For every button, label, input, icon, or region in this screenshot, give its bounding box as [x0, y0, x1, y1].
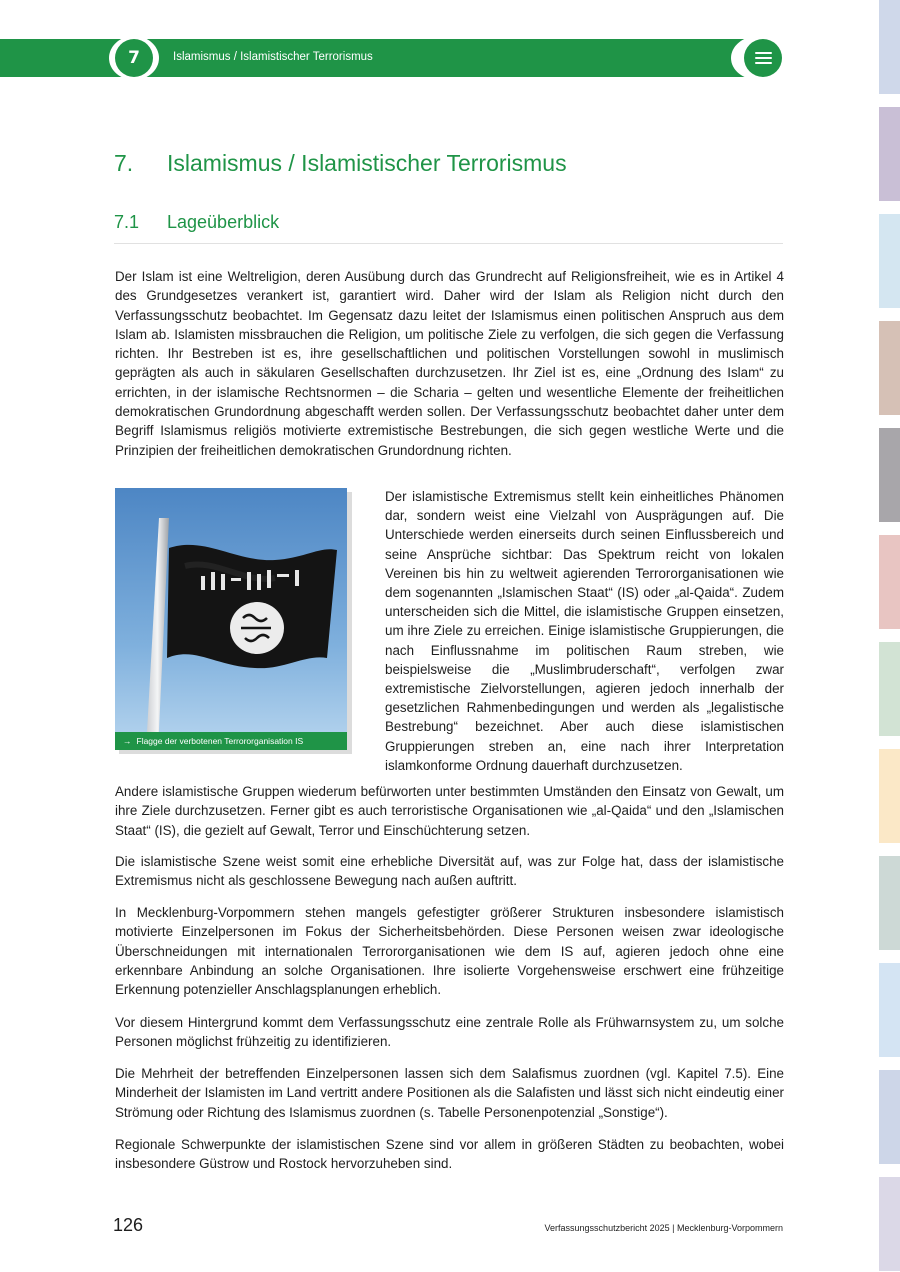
hamburger-icon-line-middle [755, 57, 772, 59]
chapter-tab-8[interactable] [879, 749, 900, 843]
chapter-tab-4[interactable] [879, 321, 900, 415]
paragraph-diversity: Die islamistische Szene weist somit eine erhebliche Diversität auf, was zur Folge hat, dass der islamistische Extremismus nicht als geschlossene Bewegung nach außen auftritt. [115, 854, 784, 889]
paragraph-salafism: Die Mehrheit der betreffenden Einzelpersonen lassen sich dem Salafismus zuordnen (vgl. Kapitel 7.5). Eine Minderheit der Islamisten im Land vertritt andere Positionen als die Salafisten und lässt sich nicht eindeutig einer Strömung oder Richtung des Islamismus zuordnen (s. Tabelle Personenpotenzial „Sonstige“). [115, 1066, 784, 1120]
subsection-number: 7.1 [114, 212, 140, 232]
section-number: 7. [114, 150, 134, 176]
is-flag-photo [115, 488, 347, 750]
subsection-divider [114, 243, 783, 244]
chapter-number-badge [109, 36, 159, 80]
chapter-tab-5[interactable] [879, 428, 900, 522]
chapter-tab-6[interactable] [879, 535, 900, 629]
paragraph-intro: Der Islam ist eine Weltreligion, deren Ausübung durch das Grundrecht auf Religionsfreiheit, wie es in Artikel 4 des Grundgesetzes verankert ist, garantiert wird. Daher wird der Islam als Religion nicht durch den Verfassungsschutz beobachtet. Im Gegensatz dazu leitet der Islamismus einen politischen Anspruch aus dem Islam ab. Islamisten missbrauchen die Religion, um politische Ziele zu verfolgen, die sich gegen die Verfassung richten. Ihr Bestreben ist es, ihre gesellschaftlichen und politischen Vorstellungen sowohl in muslimisch geprägten als auch in säkularen Gesellschaften durchzusetzen. Ihr Ziel ist es, eine „Ordnung des Islam“ zu errichten, in der islamische Rechtsnormen – die Scharia – gelten und wesentliche Elemente der freiheitlichen demokratischen Grundordnung abgeschafft werden sollen. Der Verfassungsschutz beobachtet daher unter dem Begriff Islamismus religiös motivierte extremistische Bestrebungen, die sich gegen westliche Werte und die Prinzipien der freiheitlichen demokratischen Grundordnung richten. [115, 269, 784, 458]
menu-button[interactable] [744, 39, 782, 77]
chapter-tab-1[interactable] [879, 0, 900, 94]
footer-publication: Verfassungsschutzbericht 2025 | Mecklenburg-Vorpommern [544, 1223, 783, 1233]
chapter-tab-3[interactable] [879, 214, 900, 308]
chapter-tab-2[interactable] [879, 107, 900, 201]
chapter-tab-10[interactable] [879, 963, 900, 1057]
figure-caption-text: Flagge der verbotenen Terrororganisation IS [136, 736, 304, 746]
chapter-tab-12[interactable] [879, 1177, 900, 1271]
hamburger-icon-line-bottom [755, 62, 772, 64]
paragraph-violent-groups: Andere islamistische Gruppen wiederum befürworten unter bestimmten Umständen den Einsatz von Gewalt, um ihre Ziele durchzusetzen. Ferner gibt es auch terroristische Organisationen wie „al-Qaida“ und den „Islamischen Staat“ (IS), die gezielt auf Gewalt, Terror und Einschüchterung setzen. [115, 784, 784, 838]
hamburger-icon-line-top [755, 52, 772, 54]
paragraph-mv-individuals: In Mecklenburg-Vorpommern stehen mangels gefestigter größerer Strukturen insbesondere islamistisch motivierte Einzelpersonen im Fokus der Sicherheitsbehörden. Diese Personen weisen zwar ideologische Überschneidungen mit internationalen Terrororganisationen wie dem IS auf, agieren jedoch ohne eine erkennbare Anbindung an solche Organisationen. Ihre isolierte Vorgehensweise erschwert eine frühzeitige Erkennung potenzieller Anschlagsplanungen erheblich. [115, 905, 784, 998]
paragraph-early-warning: Vor diesem Hintergrund kommt dem Verfassungsschutz eine zentrale Rolle als Frühwarnsystem zu, um solche Personen möglichst frühzeitig zu identifizieren. [115, 1015, 784, 1050]
chapter-number: 7 [115, 39, 153, 77]
chapter-tab-7[interactable] [879, 642, 900, 736]
subsection-title: Lageüberblick [167, 212, 280, 232]
paragraph-extremism-variety: Der islamistische Extremismus stellt kein einheitliches Phänomen dar, sondern weist eine Vielzahl von Ausprägungen auf. Die Unterschiede werden einerseits durch seinen Einflussbereich und seine Ansprüche sichtbar: Das Spektrum reicht von lokalen Vereinen bis hin zu weltweit agierenden Terrororganisationen wie dem sogenannten „Islamischen Staat“ (IS) oder „al-Qaida“. Zudem unterscheiden sich die Mittel, die islamistische Gruppen einsetzen, um ihre Ziele zu erreichen. Einige islamistische Gruppierungen, die nach Einflussnahme im politischen Raum streben, wie beispielsweise die „Muslimbruderschaft“, verfolgen zwar extremistische Zielvorstellungen, agieren jedoch innerhalb der gesetzlichen Rahmenbedingungen und werden als „legalistische Bestrebung“ bezeichnet. Aber auch diese islamistischen Gruppierungen streben an, eine nach ihrer Interpretation islamkonforme Ordnung dauerhaft durchzusetzen. [385, 489, 784, 773]
chapter-tab-11[interactable] [879, 1070, 900, 1164]
caption-arrow-icon: → [123, 736, 132, 746]
page-number: 126 [113, 1215, 144, 1235]
chapter-tab-9[interactable] [879, 856, 900, 950]
header-chapter-title: Islamismus / Islamistischer Terrorismus [173, 51, 373, 63]
paragraph-regional-focus: Regionale Schwerpunkte der islamistischen Szene sind vor allem in größeren Städten zu beobachten, wobei insbesondere Güstrow und Rostock hervorzuheben sind. [115, 1137, 784, 1172]
figure-caption [115, 732, 347, 750]
section-title: Islamismus / Islamistischer Terrorismus [167, 150, 567, 176]
